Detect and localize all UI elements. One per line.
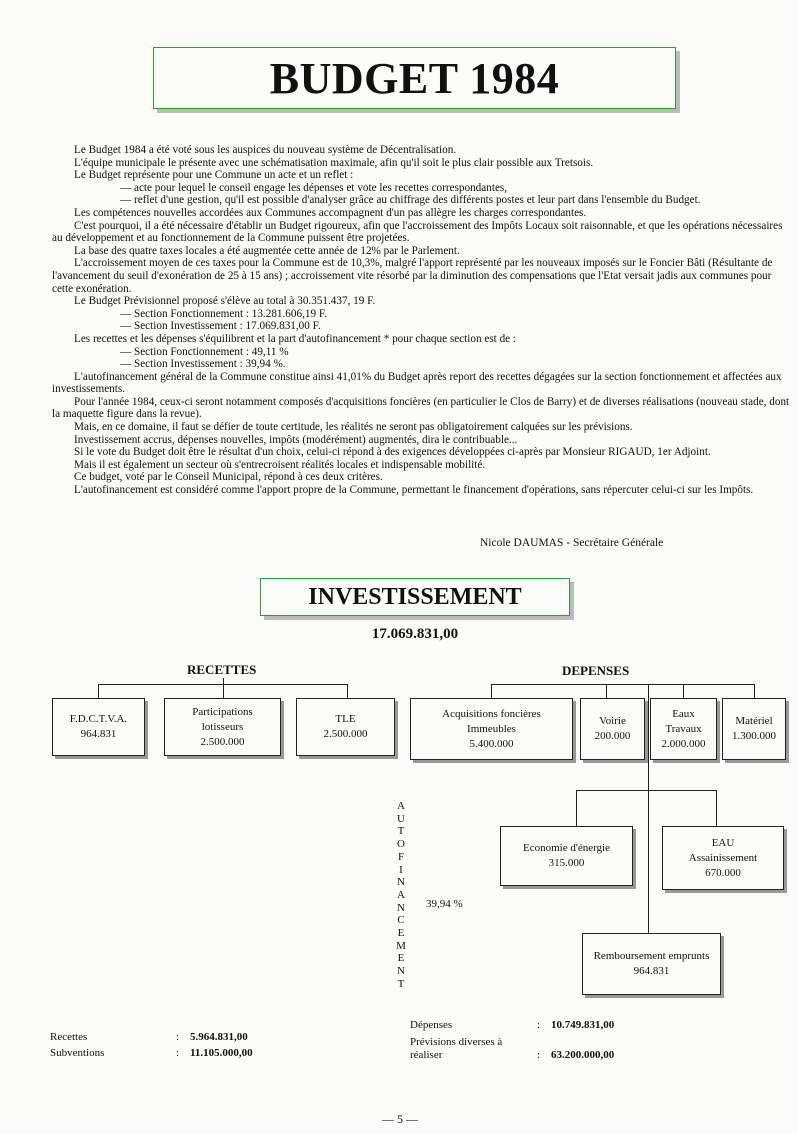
depense-materiel-value: 1.300.000	[732, 730, 776, 742]
depense-box-eaux-travaux	[650, 698, 717, 760]
recette-fdctva-label: F.D.C.T.V.A.	[69, 713, 128, 725]
autofinancement-letter: F	[397, 850, 405, 863]
autofinancement-letter: N	[397, 901, 405, 914]
depense-box-acquisitions	[410, 698, 573, 760]
paragraph: — Section Investissement : 39,94 %.	[120, 358, 286, 371]
paragraph: — Section Fonctionnement : 13.281.606,19 F.	[120, 307, 327, 320]
depense-voirie-value: 200.000	[594, 730, 631, 742]
autofinancement-vertical-label	[394, 800, 408, 991]
autofinancement-letter: O	[397, 838, 405, 851]
auto-remboursement-value: 964.831	[633, 965, 670, 977]
depense-voirie-label: Voirie	[599, 715, 626, 727]
recette-box-tle	[296, 698, 395, 756]
recette-box-fdctva	[52, 698, 145, 756]
depense-box-materiel	[722, 698, 786, 760]
recette-participations-label-2: lotisseurs	[201, 720, 244, 733]
recette-fdctva-value: 964.831	[80, 728, 117, 740]
paragraph: Mais il est également un secteur où s'entrecroisent réalités locales et indispensable mobilité.	[74, 458, 486, 471]
paragraph: — Section Investissement : 17.069.831,00 F.	[120, 320, 321, 333]
autofinancement-letter: T	[397, 977, 405, 990]
autofinancement-drop-left	[576, 790, 577, 826]
paragraph: Les compétences nouvelles accordées aux Communes accompagnent d'un pas allègre les charges correspondantes.	[74, 206, 587, 219]
autofinancement-drop-right	[716, 790, 717, 826]
depense-eaux-label-2: Travaux	[665, 722, 702, 735]
auto-eau-value: 670.000	[705, 866, 741, 879]
auto-box-economie-energie	[500, 826, 633, 886]
depense-acquisitions-label-1: Acquisitions foncières	[442, 707, 541, 720]
depense-acquisitions-value: 5.400.000	[469, 737, 514, 750]
depenses-heading: DEPENSES	[562, 663, 630, 678]
depense-acquisitions-label-2: Immeubles	[467, 722, 516, 735]
page-number: — 5 —	[382, 1112, 418, 1126]
paragraph: Le Budget représente pour une Commune un acte et un reflet :	[74, 169, 354, 182]
summary-depenses-label: Dépenses	[410, 1019, 453, 1031]
auto-remboursement-label: Remboursement emprunts	[593, 950, 710, 962]
depense-eaux-label-1: Eaux	[672, 707, 695, 720]
summary-recettes-value: 5.964.831,00	[190, 1031, 248, 1043]
summary-subventions-value: 11.105.000,00	[190, 1047, 253, 1059]
recette-box-participations	[164, 698, 281, 756]
paragraph: Investissement accrus, dépenses nouvelles, impôts (modérément) augmentés, dira le contribuable...	[74, 433, 518, 446]
paragraph: L'équipe municipale le présente avec une schématisation maximale, afin qu'il soit le plus clair possible aux Tretsois.	[74, 156, 594, 169]
budget-title-box	[153, 47, 676, 109]
recette-participations-value: 2.500.000	[200, 735, 245, 748]
paragraph: La base des quatre taxes locales a été augmentée cette année de 12% par le Parlement.	[74, 244, 460, 257]
paragraph: Si le vote du Budget doit être le résultat d'un choix, celui-ci répond à des exigences développées ci-après par Monsieur RIGAUD, 1er Adjoint.	[74, 446, 711, 459]
summary-subventions-label: Subventions	[50, 1047, 105, 1059]
investissement-title: INVESTISSEMENT	[308, 583, 522, 610]
autofinancement-trunk	[648, 684, 649, 790]
autofinancement-drop-center	[648, 790, 649, 933]
recette-tle-value: 2.500.000	[323, 728, 368, 740]
depenses-connector-drop-2	[606, 684, 607, 698]
paragraph: — acte pour lequel le conseil engage les dépenses et vote les recettes correspondantes,	[120, 181, 508, 194]
paragraph: Ce budget, voté par le Conseil Municipal, répond à ces deux critères.	[74, 471, 383, 484]
investissement-title-box	[260, 578, 570, 616]
recette-participations-label-1: Participations	[192, 705, 253, 718]
paragraph: — Section Fonctionnement : 49,11 %	[120, 345, 289, 358]
summary-previsions-label-2: réaliser	[410, 1049, 443, 1061]
signature: Nicole DAUMAS - Secrétaire Générale	[480, 537, 664, 549]
auto-energie-value: 315.000	[548, 857, 585, 869]
depense-materiel-label: Matériel	[735, 715, 773, 727]
summary-previsions-value: 63.200.000,00	[551, 1049, 615, 1061]
paragraph: Pour l'année 1984, ceux-ci seront notamment composés d'acquisitions foncières (en particulier le Clos de Barry) et de diverses réalisations (nouveau stade, dont la maquette figure dans la revue).	[52, 395, 790, 421]
recettes-heading: RECETTES	[187, 662, 257, 677]
auto-eau-label-1: EAU	[711, 836, 735, 849]
autofinancement-letter: M	[396, 939, 406, 952]
autofinancement-connector-bar	[576, 790, 717, 791]
autofinancement-letter: E	[397, 952, 405, 965]
auto-energie-label: Economie d'énergie	[523, 842, 610, 854]
paragraph: — reflet d'une gestion, qu'il est possible d'analyser grâce au chiffrage des différents postes et leur part dans l'ensemble du Budget.	[120, 194, 701, 207]
autofinancement-letter: E	[397, 927, 405, 940]
paragraph: Les recettes et les dépenses s'équilibrent et la part d'autofinancement * pour chaque section est de :	[74, 332, 517, 345]
paragraph: L'accroissement moyen de ces taxes pour la Commune est de 10,3%, malgré l'apport représenté par les nouveaux imposés sur le Foncier Bâti (Résultante de l'avancement du seuil d'exonération de 25 à 15 ans) ; accroissement vite résorbé par la diminution des compensations que l'Etat versait jadis aux communes pour cette exonération.	[52, 257, 773, 295]
summary-recettes-label: Recettes	[50, 1031, 88, 1043]
paragraph: L'autofinancement général de la Commune constitue ainsi 41,01% du Budget après report des recettes dégagées sur la section fonctionnement et affectées aux investissements.	[52, 370, 782, 396]
autofinancement-letter: C	[397, 914, 405, 927]
autofinancement-letter: N	[397, 965, 405, 978]
paragraph: Le Budget 1984 a été voté sous les auspices du nouveau système de Décentralisation.	[74, 144, 457, 156]
paragraph: Mais, en ce domaine, il faut se défier de toute certitude, les réalités ne seront pas obligatoirement calquées sur les prévisions.	[74, 421, 633, 434]
summary-colon-2: :	[176, 1047, 180, 1059]
paragraph: L'autofinancement est considéré comme l'apport propre de la Commune, permettant le financement d'opérations, sans répercuter celui-ci sur les Impôts.	[74, 484, 754, 497]
depense-eaux-value: 2.000.000	[661, 737, 706, 750]
summary-depenses-value: 10.749.831,00	[551, 1019, 615, 1031]
depenses-connector-drop-1	[491, 684, 492, 698]
autofinancement-letter: U	[397, 812, 405, 825]
recette-tle-label: TLE	[335, 713, 356, 725]
summary-colon-4: :	[537, 1049, 541, 1061]
depenses-connector-drop-3	[683, 684, 684, 698]
auto-box-eau-assainissement	[662, 826, 784, 890]
recettes-connector-drop-1	[98, 684, 99, 698]
summary-previsions-label-1: Prévisions diverses à	[410, 1036, 503, 1048]
paragraph: Le Budget Prévisionnel proposé s'élève au total à 30.351.437, 19 F.	[74, 295, 376, 308]
auto-eau-label-2: Assainissement	[688, 851, 758, 864]
investissement-total: 17.069.831,00	[371, 626, 459, 642]
summary-colon-1: :	[176, 1031, 180, 1043]
autofinancement-letter: A	[397, 888, 405, 901]
depense-box-voirie	[580, 698, 645, 760]
body-text	[52, 144, 790, 497]
depenses-connector-drop-4	[754, 684, 755, 698]
autofinancement-percentage: 39,94 %	[426, 898, 463, 910]
autofinancement-letter: N	[397, 876, 405, 889]
depenses-connector-bar	[491, 684, 755, 685]
autofinancement-letter: I	[399, 863, 403, 876]
summary-colon-3: :	[537, 1019, 541, 1031]
autofinancement-letter: A	[397, 800, 405, 812]
paragraph: C'est pourquoi, il a été nécessaire d'établir un Budget rigoureux, afin que l'accroissement des Impôts Locaux soit raisonnable, et que les opérations nécessaires au développement et au fonctionnement de la Commune puissent être projetées.	[52, 219, 783, 245]
auto-box-remboursement	[582, 933, 721, 995]
recettes-connector-drop-3	[347, 684, 348, 698]
recettes-connector-drop-2	[223, 684, 224, 698]
autofinancement-letter: T	[397, 825, 405, 838]
page-title: BUDGET 1984	[269, 53, 560, 103]
